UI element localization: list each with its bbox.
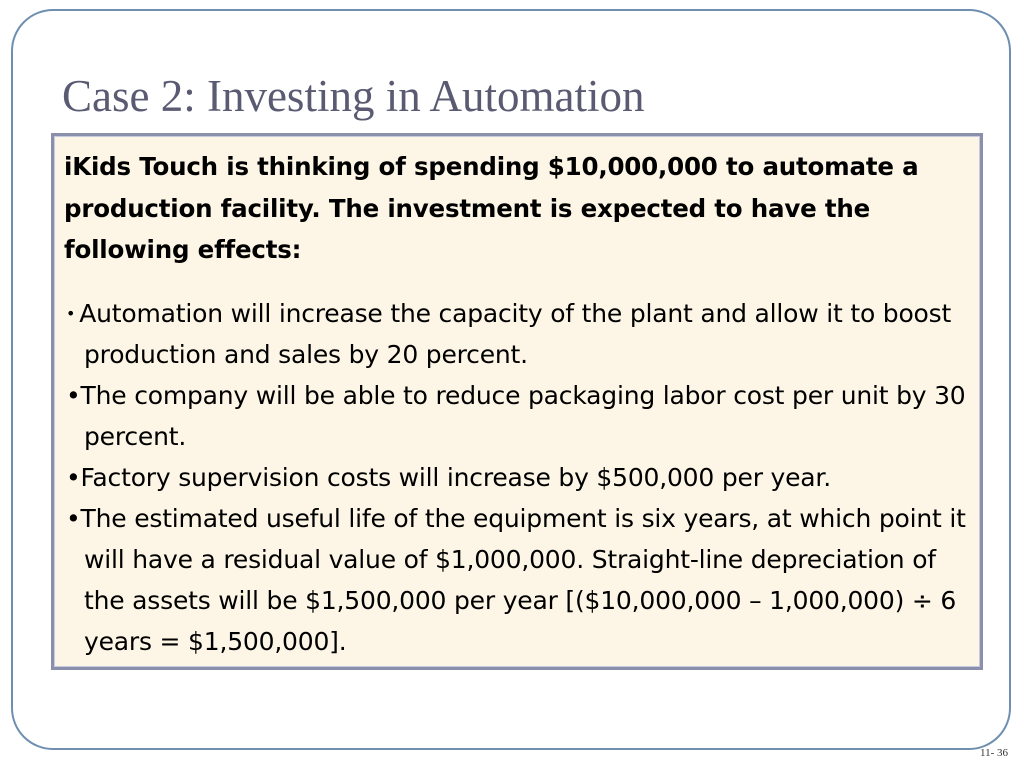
- bullet-icon: •: [66, 303, 76, 323]
- bullet-icon: •: [66, 503, 81, 533]
- intro-text: iKids Touch is thinking of spending $10,000,000 to automate a production facility. The investment is expected to have the following effects:: [64, 152, 919, 264]
- content-box: [51, 133, 983, 670]
- bullet-list: [64, 293, 970, 662]
- bullet-text: Factory supervision costs will increase by $500,000 per year.: [80, 462, 831, 492]
- bullet-text: Automation will increase the capacity of the plant and allow it to boost production and sales by 20 percent.: [79, 298, 952, 369]
- bullet-icon: •: [66, 380, 81, 410]
- bullet-icon: •: [66, 462, 81, 492]
- slide-title: Case 2: Investing in Automation: [62, 71, 645, 121]
- bullet-text: The estimated useful life of the equipment is six years, at which point it will have a residual value of $1,000,000. Straight-line depreciation of the assets will be $1,500,000 per year [($10,000,000 – 1,000,000) ÷ 6 years = $1,500,000].: [80, 503, 966, 656]
- bullet-text: The company will be able to reduce packaging labor cost per unit by 30 percent.: [80, 380, 966, 451]
- bullet-item: [64, 375, 970, 457]
- bullet-item: [64, 293, 970, 375]
- bullet-item: [64, 457, 970, 498]
- bullet-item: [64, 498, 970, 662]
- page-number: 11- 36: [979, 747, 1008, 759]
